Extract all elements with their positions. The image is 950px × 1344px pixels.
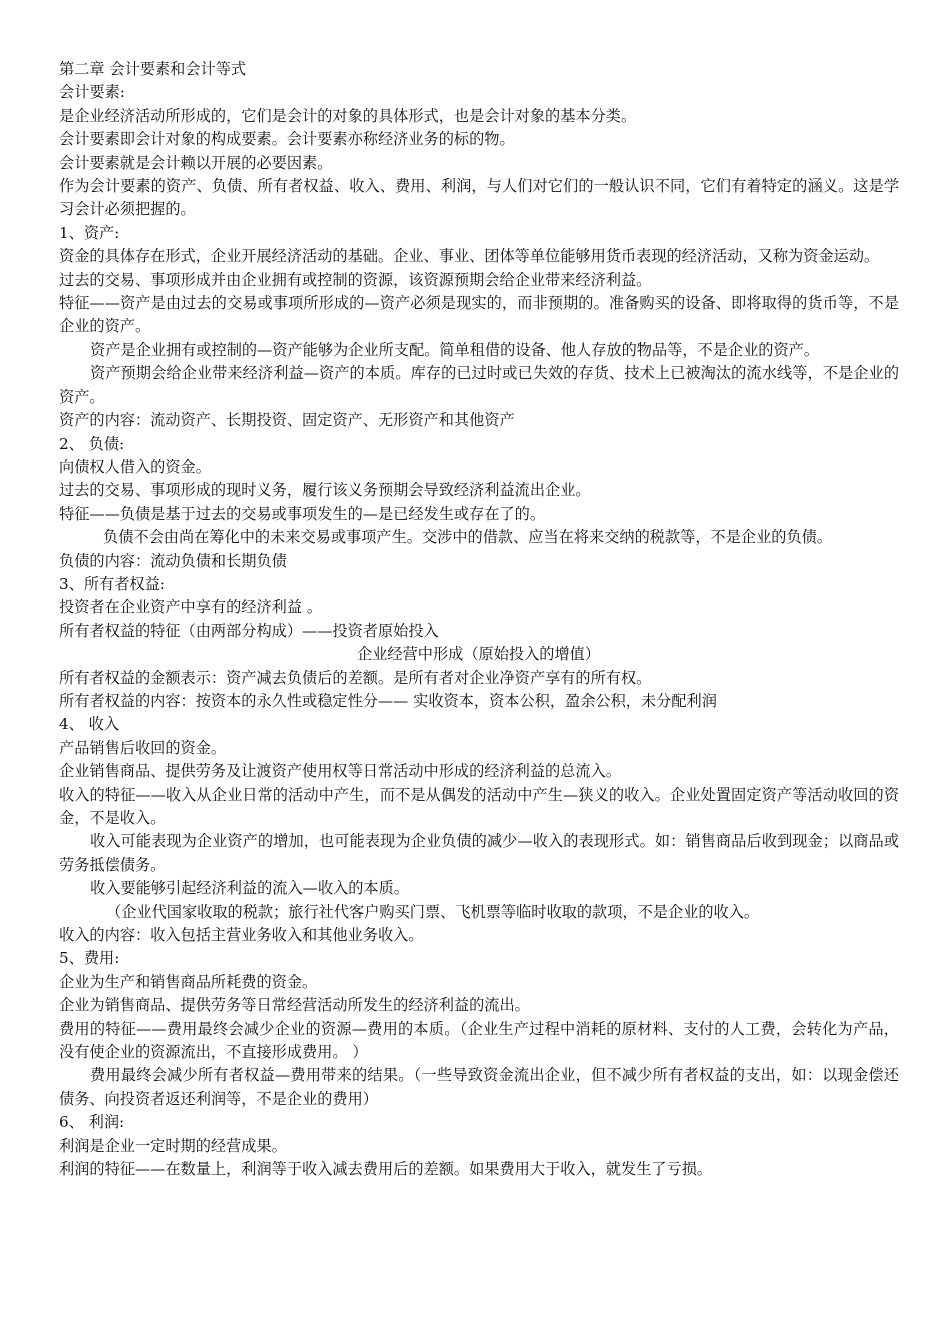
paragraph-line: 负债的内容：流动负债和长期负债 — [59, 551, 287, 570]
paragraph-line: 负债不会由尚在筹化中的未来交易或事项产生。交涉中的借款、应当在将来交纳的税款等，不是企业的负债。 — [103, 528, 832, 547]
paragraph: 资金的具体存在形式，企业开展经济活动的基础。企业、事业、团体等单位能够用货币表现的经济活动，又称为资金运动。 — [59, 247, 880, 266]
paragraph-line: 企业为销售商品、提供劳务等日常经营活动所发生的经济利益的流出。 — [59, 996, 530, 1015]
paragraph-line: 资产是企业拥有或控制的—资产能够为企业所支配。简单租借的设备、他人存放的物品等，不是企业的资产。 — [90, 340, 819, 359]
section-heading: 1、资产: — [59, 223, 120, 242]
section-heading: 会计要素: — [59, 83, 125, 102]
paragraph-line: 利润是企业一定时期的经营成果。 — [59, 1136, 287, 1155]
paragraph-line: 收入要能够引起经济利益的流入—收入的本质。 — [90, 879, 409, 898]
chapter-title: 第二章 会计要素和会计等式 — [59, 60, 247, 78]
paragraph-line: 企业为生产和销售商品所耗费的资金。 — [59, 972, 318, 991]
document-page — [59, 58, 899, 1182]
paragraph-line: 过去的交易、事项形成的现时义务，履行该义务预期会导致经济利益流出企业。 — [59, 481, 591, 500]
paragraph: 收入的特征——收入从企业日常的活动中产生，而不是从偶发的活动中产生—狭义的收入。企业处置固定资产等活动收回的资金，不是收入。 — [59, 785, 899, 827]
paragraph-line: 产品销售后收回的资金。 — [59, 738, 227, 757]
paragraph-line: 向债权人借入的资金。 — [59, 457, 211, 476]
paragraph: 收入可能表现为企业资产的增加，也可能表现为企业负债的减少—收入的表现形式。如：销售商品后收到现金；以商品或劳务抵偿债务。 — [59, 832, 899, 874]
section-heading: 6、 利润: — [59, 1113, 125, 1132]
paragraph: 作为会计要素的资产、负债、所有者权益、收入、费用、利润，与人们对它们的一般认识不同，它们有着特定的涵义。这是学习会计必须把握的。 — [59, 177, 899, 219]
paragraph-line: 是企业经济活动所形成的，它们是会计的对象的具体形式，也是会计对象的基本分类。 — [59, 106, 637, 125]
paragraph-line: 过去的交易、事项形成并由企业拥有或控制的资源，该资源预期会给企业带来经济利益。 — [59, 270, 652, 289]
paragraph-line: （企业代国家收取的税款；旅行社代客户购买门票、飞机票等临时收取的款项，不是企业的收入。 — [106, 902, 760, 921]
section-heading: 3、所有者权益: — [59, 574, 165, 593]
paragraph-line: 特征——负债是基于过去的交易或事项发生的—是已经发生或存在了的。 — [59, 504, 545, 523]
paragraph: 费用的特征——费用最终会减少企业的资源—费用的本质。（企业生产过程中消耗的原材料、支付的人工费，会转化为产品，没有使企业的资源流出，不直接形成费用。 ） — [59, 1019, 899, 1062]
section-heading: 2、 负债: — [59, 434, 125, 453]
paragraph-line: 企业销售商品、提供劳务及让渡资产使用权等日常活动中形成的经济利益的总流入。 — [59, 762, 621, 781]
paragraph-line: 会计要素就是会计赖以开展的必要因素。 — [59, 153, 333, 172]
paragraph-line: 资产的内容：流动资产、长期投资、固定资产、无形资产和其他资产 — [59, 411, 515, 430]
section-heading: 4、 收入 — [59, 715, 120, 734]
paragraph: 费用最终会减少所有者权益—费用带来的结果。（一些导致资金流出企业，但不减少所有者权益的支出，如：以现金偿还债务、向投资者返还利润等，不是企业的费用） — [59, 1066, 899, 1108]
paragraph-line: 投资者在企业资产中享有的经济利益 。 — [59, 598, 323, 617]
paragraph-line: 所有者权益的特征（由两部分构成）——投资者原始投入 — [59, 621, 439, 640]
paragraph-line: 所有者权益的内容：按资本的永久性或稳定性分—— 实收资本，资本公积，盈余公积，未分配利润 — [59, 691, 717, 710]
section-heading: 5、费用: — [59, 949, 120, 968]
paragraph-line: 会计要素即会计对象的构成要素。会计要素亦称经济业务的标的物。 — [59, 130, 515, 149]
paragraph-line: 所有者权益的金额表示：资产减去负债后的差额。是所有者对企业净资产享有的所有权。 — [59, 668, 652, 687]
paragraph-line: 利润的特征——在数量上，利润等于收入减去费用后的差额。如果费用大于收入，就发生了亏损。 — [59, 1160, 713, 1179]
paragraph: 特征——资产是由过去的交易或事项所形成的—资产必须是现实的，而非预期的。准备购买的设备、即将取得的货币等，不是企业的资产。 — [59, 294, 899, 336]
paragraph-line: 企业经营中形成（原始投入的增值） — [357, 645, 600, 664]
paragraph: 资产预期会给企业带来经济利益—资产的本质。库存的已过时或已失效的存货、技术上已被淘汰的流水线等，不是企业的资产。 — [59, 364, 899, 406]
paragraph-line: 收入的内容：收入包括主营业务收入和其他业务收入。 — [59, 926, 424, 945]
